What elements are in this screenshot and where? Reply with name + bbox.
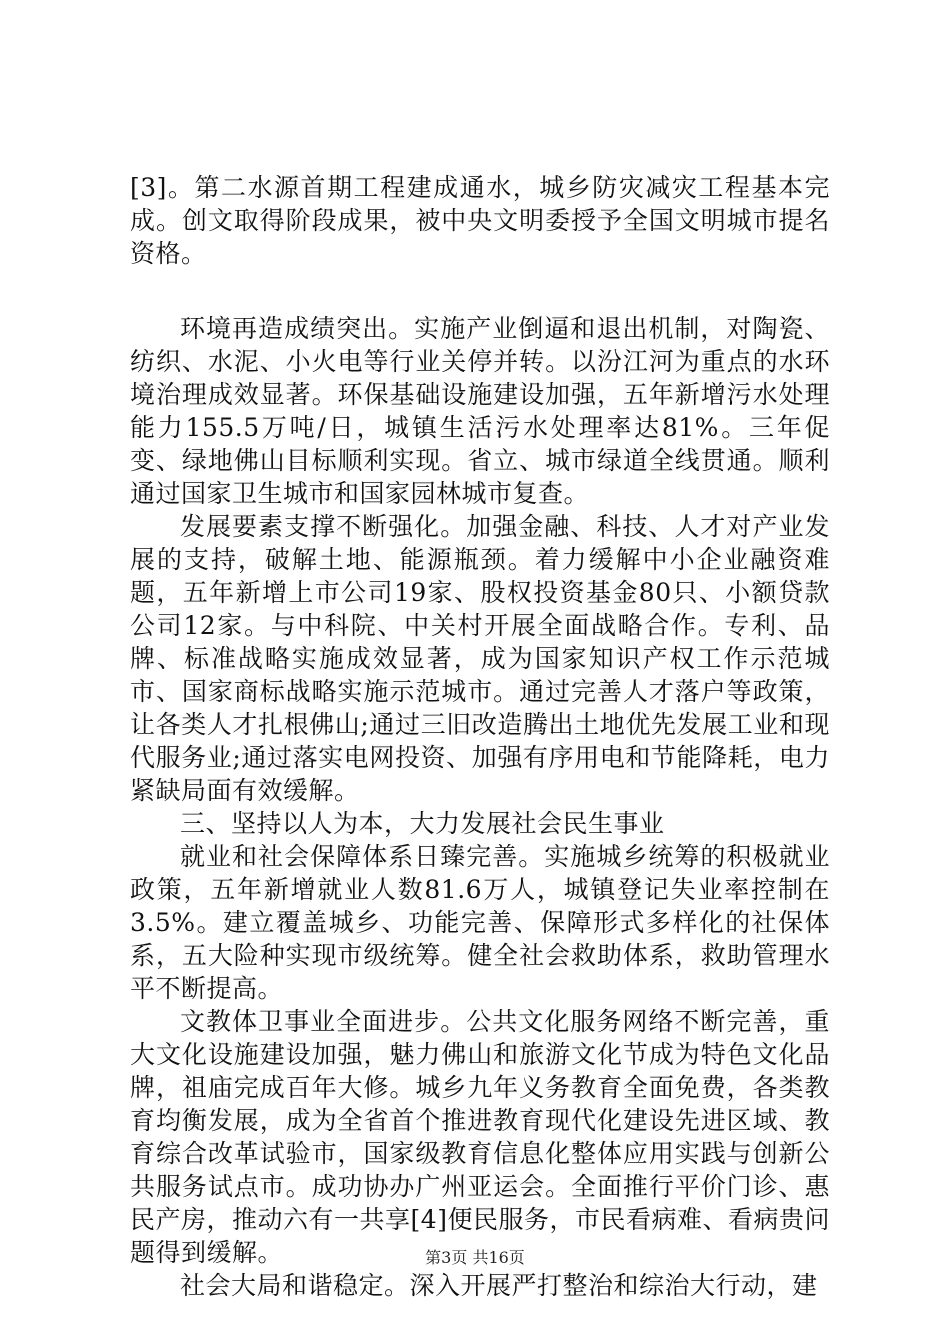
document-body [130,171,830,1302]
paragraph-employment: 就业和社会保障体系日臻完善。实施城乡统筹的积极就业政策，五年新增就业人数81.6万人，城镇登记失业率控制在3.5%。建立覆盖城乡、功能完善、保障形式多样化的社保体系，五大险种实现市级统筹。健全社会救助体系，救助管理水平不断提高。 [130,842,830,1003]
paragraph-continued: [3]。第二水源首期工程建成通水，城乡防灾减灾工程基本完成。创文取得阶段成果，被中央文明委授予全国文明城市提名资格。 [130,173,830,268]
paragraph-development-factors: 发展要素支撑不断强化。加强金融、科技、人才对产业发展的支持，破解土地、能源瓶颈。着力缓解中小企业融资难题，五年新增上市公司19家、股权投资基金80只、小额贷款公司12家。与中科院、中关村开展全面战略合作。专利、品牌、标准战略实施成效显著，成为国家知识产权工作示范城市、国家商标战略实施示范城市。通过完善人才落户等政策，让各类人才扎根佛山;通过三旧改造腾出土地优先发展工业和现代服务业;通过落实电网投资、加强有序用电和节能降耗，电力紧缺局面有效缓解。 [130,512,830,805]
paragraph-social-stability: 社会大局和谐稳定。深入开展严打整治和综治大行动，建 [180,1271,818,1300]
paragraph-environment: 环境再造成绩突出。实施产业倒逼和退出机制，对陶瓷、纺织、水泥、小火电等行业关停并转。以汾江河为重点的水环境治理成效显著。环保基础设施建设加强，五年新增污水处理能力155.5万吨/日，城镇生活污水处理率达81%。三年促变、绿地佛山目标顺利实现。省立、城市绿道全线贯通。顺利通过国家卫生城市和国家园林城市复查。 [130,314,830,508]
section-heading: 三、坚持以人为本，大力发展社会民生事业 [180,809,665,838]
page-footer: 第3页 共16页 [425,1248,525,1267]
paragraph-gap [130,270,830,312]
paragraph-culture-education: 文教体卫事业全面进步。公共文化服务网络不断完善，重大文化设施建设加强，魅力佛山和旅游文化节成为特色文化品牌，祖庙完成百年大修。城乡九年义务教育全面免费，各类教育均衡发展，成为全省首个推进教育现代化建设先进区域、教育综合改革试验市，国家级教育信息化整体应用实践与创新公共服务试点市。成功协办广州亚运会。全面推行平价门诊、惠民产房，推动六有一共享[4]便民服务，市民看病难、看病贵问题得到缓解。 [130,1007,830,1267]
